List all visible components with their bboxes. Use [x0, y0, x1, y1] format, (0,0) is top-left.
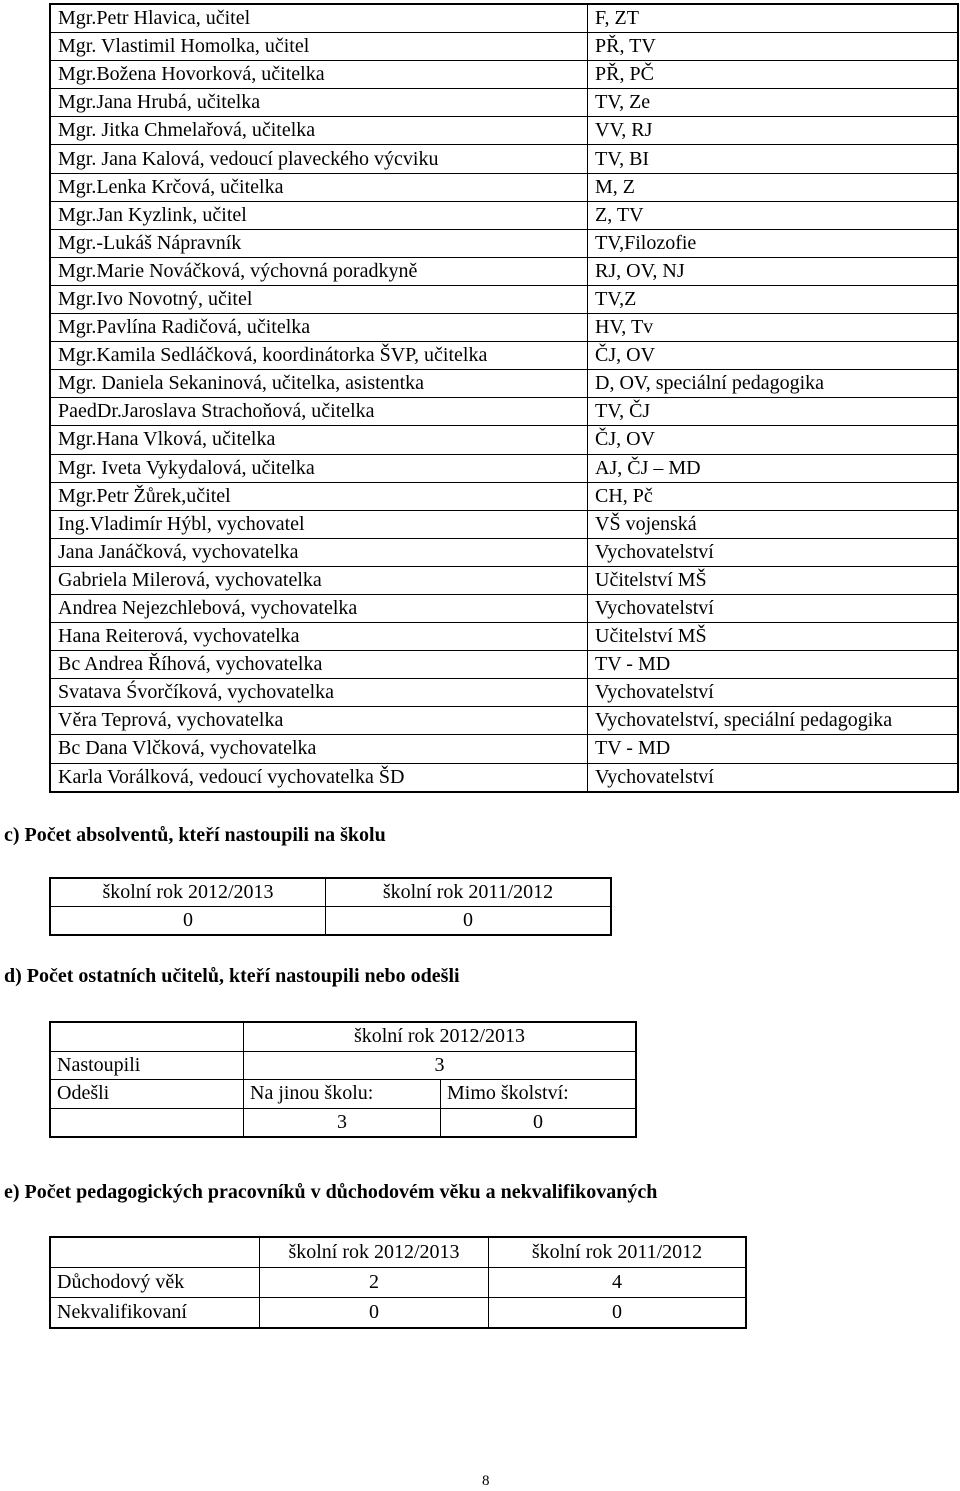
table-header-cell: školní rok 2011/2012: [326, 878, 612, 907]
staff-name: Ing.Vladimír Hýbl, vychovatel: [50, 510, 588, 538]
table-header-cell: školní rok 2012/2013: [260, 1237, 489, 1268]
table-cell: 0: [260, 1298, 489, 1329]
table-row: [50, 1108, 636, 1137]
table-row: [50, 482, 958, 510]
table-row: [50, 89, 958, 117]
table-row: [50, 117, 958, 145]
staff-qualification: TV,Filozofie: [588, 229, 959, 257]
table-row: [50, 1268, 746, 1298]
table-cell: 2: [260, 1268, 489, 1298]
staff-name: Mgr.Petr Hlavica, učitel: [50, 4, 588, 33]
table-cell: 4: [489, 1268, 747, 1298]
table-row: [50, 61, 958, 89]
table-row: [50, 510, 958, 538]
staff-name: Karla Vorálková, vedoucí vychovatelka ŠD: [50, 763, 588, 792]
table-row: [50, 1237, 746, 1268]
table-row: [50, 907, 611, 936]
section-d-heading: d) Počet ostatních učitelů, kteří nastoupili nebo odešli: [4, 965, 460, 987]
staff-qualification: Vychovatelství, speciální pedagogika: [588, 707, 959, 735]
staff-qualification: Vychovatelství: [588, 594, 959, 622]
table-row: [50, 145, 958, 173]
staff-qualification: ČJ, OV: [588, 342, 959, 370]
table-row: [50, 4, 958, 33]
staff-qualification: CH, Pč: [588, 482, 959, 510]
table-cell: [50, 1237, 260, 1268]
staff-name: Mgr.Jana Hrubá, učitelka: [50, 89, 588, 117]
staff-qualification: TV, BI: [588, 145, 959, 173]
table-cell: [50, 1108, 244, 1137]
table-cell: 0: [489, 1298, 747, 1329]
table-cell: [50, 1022, 244, 1051]
table-row: [50, 201, 958, 229]
table-row: [50, 426, 958, 454]
staff-name: Mgr.Marie Nováčková, výchovná poradkyně: [50, 257, 588, 285]
table-row: [50, 707, 958, 735]
staff-name: Hana Reiterová, vychovatelka: [50, 623, 588, 651]
staff-name: Bc Andrea Říhová, vychovatelka: [50, 651, 588, 679]
staff-qualification: PŘ, PČ: [588, 61, 959, 89]
staff-qualification: Učitelství MŠ: [588, 623, 959, 651]
staff-name: Mgr.Hana Vlková, učitelka: [50, 426, 588, 454]
table-header-cell: Na jinou školu:: [244, 1080, 441, 1109]
table-row: [50, 398, 958, 426]
staff-name: Mgr. Iveta Vykydalová, učitelka: [50, 454, 588, 482]
staff-table-body: [50, 4, 958, 792]
table-row: [50, 257, 958, 285]
staff-name: Mgr.Pavlína Radičová, učitelka: [50, 314, 588, 342]
staff-table: [49, 3, 959, 793]
table-row: [50, 33, 958, 61]
staff-name: Věra Teprová, vychovatelka: [50, 707, 588, 735]
table-row: [50, 735, 958, 763]
staff-qualification: Vychovatelství: [588, 763, 959, 792]
table-header-cell: školní rok 2011/2012: [489, 1237, 747, 1268]
table-row: [50, 1080, 636, 1109]
table-cell: 3: [244, 1051, 637, 1080]
staff-qualification: VV, RJ: [588, 117, 959, 145]
staff-name: Mgr. Jitka Chmelařová, učitelka: [50, 117, 588, 145]
table-row: [50, 1022, 636, 1051]
staff-qualification: TV - MD: [588, 735, 959, 763]
page-number: 8: [482, 1473, 490, 1489]
staff-qualification: TV,Z: [588, 285, 959, 313]
section-c-heading: c) Počet absolventů, kteří nastoupili na školu: [4, 824, 386, 846]
table-row: [50, 285, 958, 313]
table-row: [50, 1298, 746, 1329]
table-row: [50, 763, 958, 792]
table-cell: 0: [441, 1108, 637, 1137]
staff-name: Mgr. Jana Kalová, vedoucí plaveckého výcviku: [50, 145, 588, 173]
table-header-cell: školní rok 2012/2013: [244, 1022, 637, 1051]
retirement-qualification-table: [49, 1236, 747, 1329]
table-row: [50, 538, 958, 566]
staff-qualification: ČJ, OV: [588, 426, 959, 454]
table-row: [50, 679, 958, 707]
row-label: Nastoupili: [50, 1051, 244, 1080]
staff-qualification: TV - MD: [588, 651, 959, 679]
staff-name: Gabriela Milerová, vychovatelka: [50, 566, 588, 594]
table-row: [50, 454, 958, 482]
table-cell: 0: [326, 907, 612, 936]
staff-name: Mgr. Vlastimil Homolka, učitel: [50, 33, 588, 61]
staff-qualification: TV, ČJ: [588, 398, 959, 426]
staff-qualification: Vychovatelství: [588, 538, 959, 566]
staff-name: Mgr.Petr Žůrek,učitel: [50, 482, 588, 510]
staff-qualification: Učitelství MŠ: [588, 566, 959, 594]
section-e-heading: e) Počet pedagogických pracovníků v důchodovém věku a nekvalifikovaných: [4, 1181, 658, 1203]
table-row: [50, 878, 611, 907]
staff-name: Mgr.Ivo Novotný, učitel: [50, 285, 588, 313]
table-row: [50, 342, 958, 370]
staff-qualification: TV, Ze: [588, 89, 959, 117]
table-row: [50, 623, 958, 651]
staff-name: Jana Janáčková, vychovatelka: [50, 538, 588, 566]
staff-name: Mgr.-Lukáš Nápravník: [50, 229, 588, 257]
staff-name: Mgr.Jan Kyzlink, učitel: [50, 201, 588, 229]
staff-name: Mgr.Kamila Sedláčková, koordinátorka ŠVP, učitelka: [50, 342, 588, 370]
staff-qualification: F, ZT: [588, 4, 959, 33]
staff-qualification: HV, Tv: [588, 314, 959, 342]
table-row: [50, 173, 958, 201]
table-cell: 0: [50, 907, 326, 936]
row-label: Odešli: [50, 1080, 244, 1109]
staff-name: Mgr. Daniela Sekaninová, učitelka, asistentka: [50, 370, 588, 398]
graduates-table: [49, 877, 612, 936]
table-row: [50, 370, 958, 398]
table-header-cell: školní rok 2012/2013: [50, 878, 326, 907]
table-row: [50, 314, 958, 342]
staff-qualification: VŠ vojenská: [588, 510, 959, 538]
table-row: [50, 651, 958, 679]
staff-name: Svatava Śvorčíková, vychovatelka: [50, 679, 588, 707]
row-label: Důchodový věk: [50, 1268, 260, 1298]
staff-name: Andrea Nejezchlebová, vychovatelka: [50, 594, 588, 622]
teachers-change-table: [49, 1021, 637, 1138]
table-header-cell: Mimo školství:: [441, 1080, 637, 1109]
table-row: [50, 594, 958, 622]
staff-qualification: D, OV, speciální pedagogika: [588, 370, 959, 398]
staff-qualification: PŘ, TV: [588, 33, 959, 61]
staff-name: Bc Dana Vlčková, vychovatelka: [50, 735, 588, 763]
table-cell: 3: [244, 1108, 441, 1137]
staff-qualification: AJ, ČJ – MD: [588, 454, 959, 482]
table-row: [50, 1051, 636, 1080]
staff-name: Mgr.Božena Hovorková, učitelka: [50, 61, 588, 89]
staff-qualification: Z, TV: [588, 201, 959, 229]
staff-qualification: M, Z: [588, 173, 959, 201]
staff-name: Mgr.Lenka Krčová, učitelka: [50, 173, 588, 201]
row-label: Nekvalifikovaní: [50, 1298, 260, 1329]
table-row: [50, 566, 958, 594]
staff-qualification: Vychovatelství: [588, 679, 959, 707]
staff-qualification: RJ, OV, NJ: [588, 257, 959, 285]
staff-name: PaedDr.Jaroslava Strachoňová, učitelka: [50, 398, 588, 426]
table-row: [50, 229, 958, 257]
